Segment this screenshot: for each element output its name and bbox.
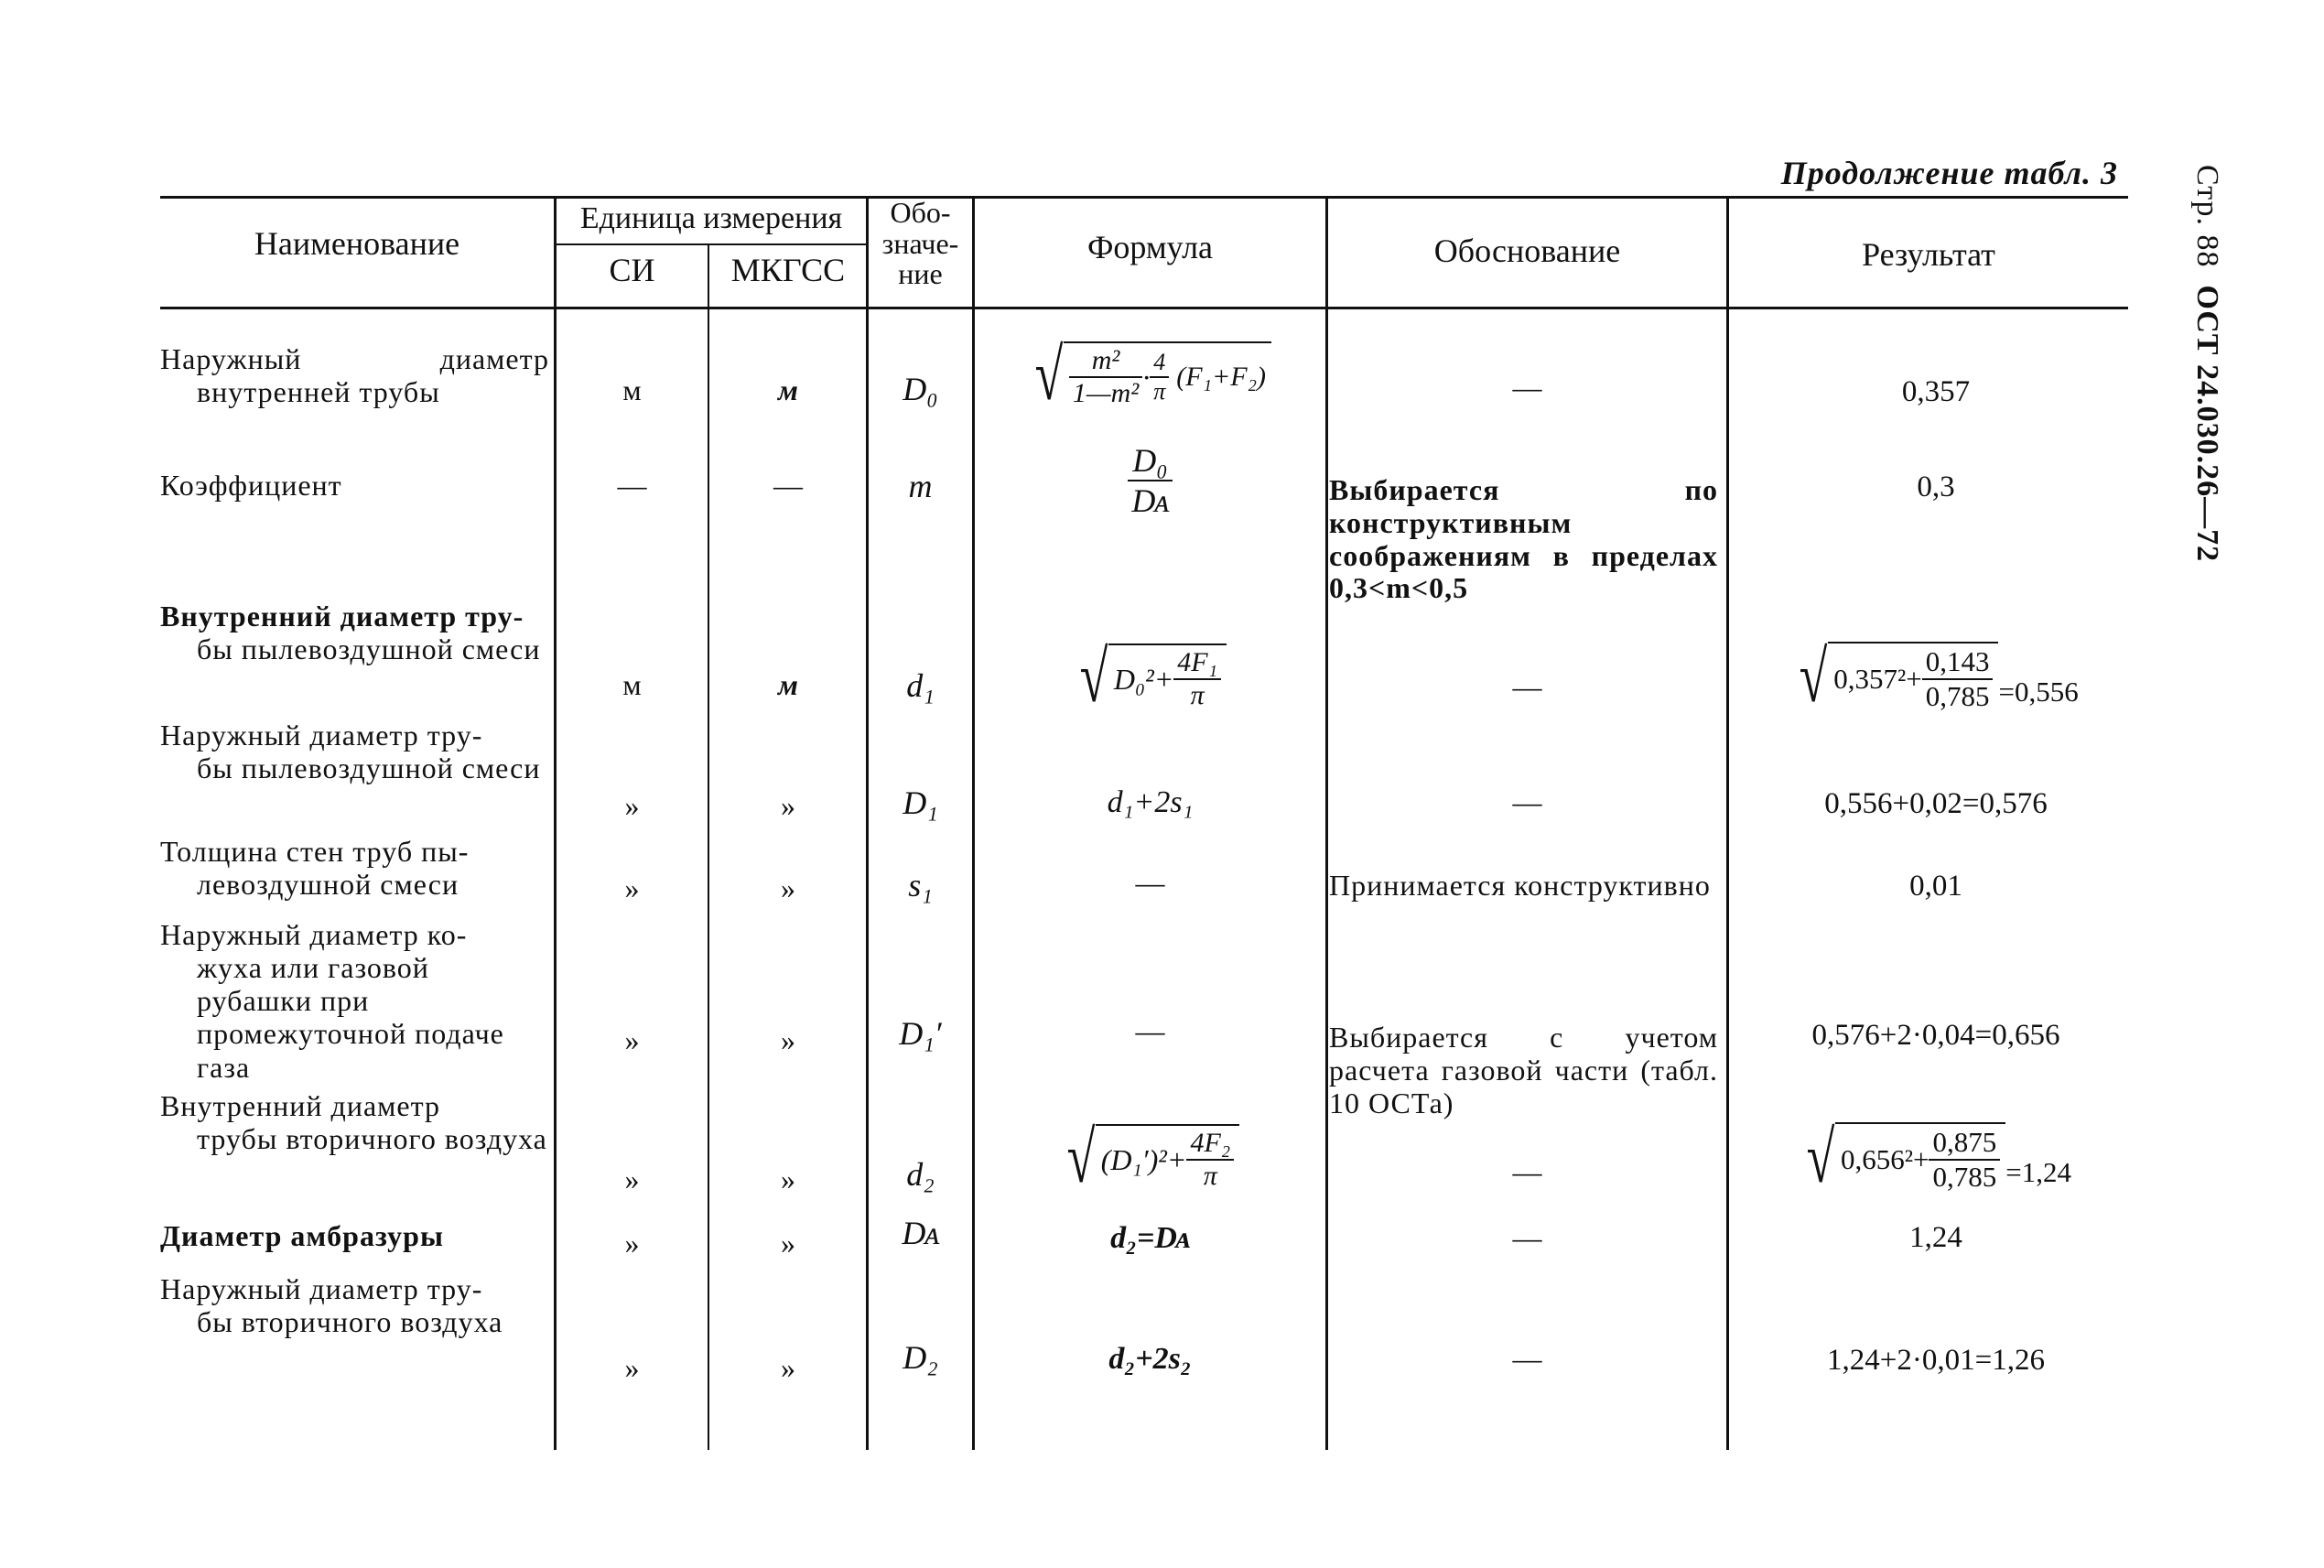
row-1-justification: — [1512,371,1542,404]
header-name: Наименование [254,225,460,262]
header-justification: Обоснование [1433,232,1621,269]
row-7-si: » [624,1162,640,1195]
row-5-name: Толщина стен труб пы- левоздушной смеси [160,835,470,902]
row-6-mkgss: » [781,1023,795,1056]
row-3-name: Внутренний диаметр тру- бы пылевоздушной смеси [160,600,541,666]
row-7-name: Внутренний диаметр трубы вторичного воздуха [160,1089,547,1156]
row-6-formula: — [1135,1014,1165,1047]
row-8-result: 1,24 [1909,1221,1962,1254]
row-8-justification: — [1512,1221,1542,1254]
header-si: СИ [609,252,655,288]
header-result: Результат [1862,236,1995,273]
row-9-formula: d₂+2s₂ [1108,1342,1192,1376]
row-2-si: — [617,469,647,502]
row-7-mkgss: » [781,1162,795,1195]
row-4-result: 0,556+0,02=0,576 [1824,787,2048,820]
row-6-symbol: D₁′ [899,1015,942,1052]
header-unit: Единица измерения [579,201,843,235]
table-continuation-caption: Продолжение табл. 3 [1780,155,2118,191]
row-3-result: √ 0,357²+ $\frac{0,143}{0,785}$ =0,556 [1799,637,2079,718]
row-3-justification: — [1512,670,1542,703]
row-4-name: Наружный диаметр тру- бы пылевоздушной смеси [160,719,541,785]
row-2-symbol: m [908,468,933,504]
row-1-si: м [622,373,642,406]
standard-code: ОСТ 24.030.26—72 [2190,285,2224,563]
row-7-result: √ 0,656²+ $\frac{0,875}{0,785}$ =1,24 [1806,1118,2071,1198]
row-7-justification: — [1512,1155,1542,1188]
header-designation: Обо- значе- ние [881,196,959,291]
row-3-mkgss: м [778,668,798,701]
row-1-mkgss: м [778,373,798,406]
row-5-justification: Принимается конструктивно [1329,869,1711,902]
row-9-mkgss: » [781,1351,795,1384]
row-5-mkgss: » [781,871,795,904]
row-1-name: Наружный диаметр внутренней трубы [160,342,549,409]
table-header-bottom-rule [160,307,2128,309]
row-4-symbol: D₁ [903,784,938,821]
row-4-si: » [624,789,640,822]
row-7-formula: √ (D₁′)²+ $\frac{\text{4F₂}}{\pi}$ [975,1121,1325,1195]
header-formula: Формула [1086,229,1214,265]
row-9-justification: — [1512,1342,1542,1375]
row-2-justification: Выбирается по конструктивным соображениям в пределах 0,3<m<0,5 [1329,473,1718,605]
row-5-symbol: s₁ [908,867,933,903]
row-3-formula: √ D₀²+ $\frac{\text{4F₁}}{\pi}$ [975,641,1325,714]
row-9-si: » [624,1351,640,1384]
table-top-rule [160,196,2128,199]
header-mkgss: МКГСС [730,252,846,288]
row-2-mkgss: — [773,469,803,502]
row-8-formula: d₂=Dᴀ [1110,1221,1190,1255]
row-5-formula: — [1135,866,1165,899]
row-2-formula: $\frac{\text{D₀}}{\text{Dᴀ}}$ [975,441,1325,520]
row-5-result: 0,01 [1909,870,1962,903]
row-7-symbol: d₂ [906,1156,935,1193]
page-number: Стр. 88 [2190,165,2224,268]
row-3-symbol: d₁ [906,667,935,704]
row-8-mkgss: » [781,1227,795,1260]
row-2-result: 0,3 [1917,470,1955,503]
row-4-mkgss: » [781,789,795,822]
row-8-si: » [624,1227,640,1260]
row-8-symbol: Dᴀ [902,1215,939,1251]
row-5-si: » [624,871,640,904]
row-6-si: » [624,1023,640,1056]
row-6-name: Наружный диаметр ко- жуха или газовой рубашки при промежуточной подаче газа [160,918,504,1084]
row-4-formula: d₁+2s₁ [1107,785,1194,819]
row-6-result: 0,576+2·0,04=0,656 [1811,1019,2060,1052]
row-8-name: Диаметр амбразуры [160,1219,444,1252]
row-1-result: 0,357 [1901,375,1971,408]
row-9-result: 1,24+2·0,01=1,26 [1827,1344,2045,1377]
col-sep-si [708,243,709,1450]
unit-subheader-rule [556,243,867,245]
col-sep-just [1726,196,1729,1450]
row-1-symbol: D₀ [903,371,938,407]
row-9-name: Наружный диаметр тру- бы вторичного воздуха [160,1272,503,1339]
row-6-justification: Выбирается с учетом расчета газовой части (табл. 10 ОСТа) [1329,1021,1718,1119]
row-3-si: м [622,668,642,701]
row-4-justification: — [1512,785,1542,818]
side-page-label [2151,165,2224,622]
row-2-name: Коэффициент [160,469,342,502]
row-1-formula: √ $\frac{\text{m²}}{\text{1—m²}}$ · $\frac{4}{\pi}$ (F₁+F₂) [975,339,1325,412]
row-9-symbol: D₂ [903,1339,938,1376]
